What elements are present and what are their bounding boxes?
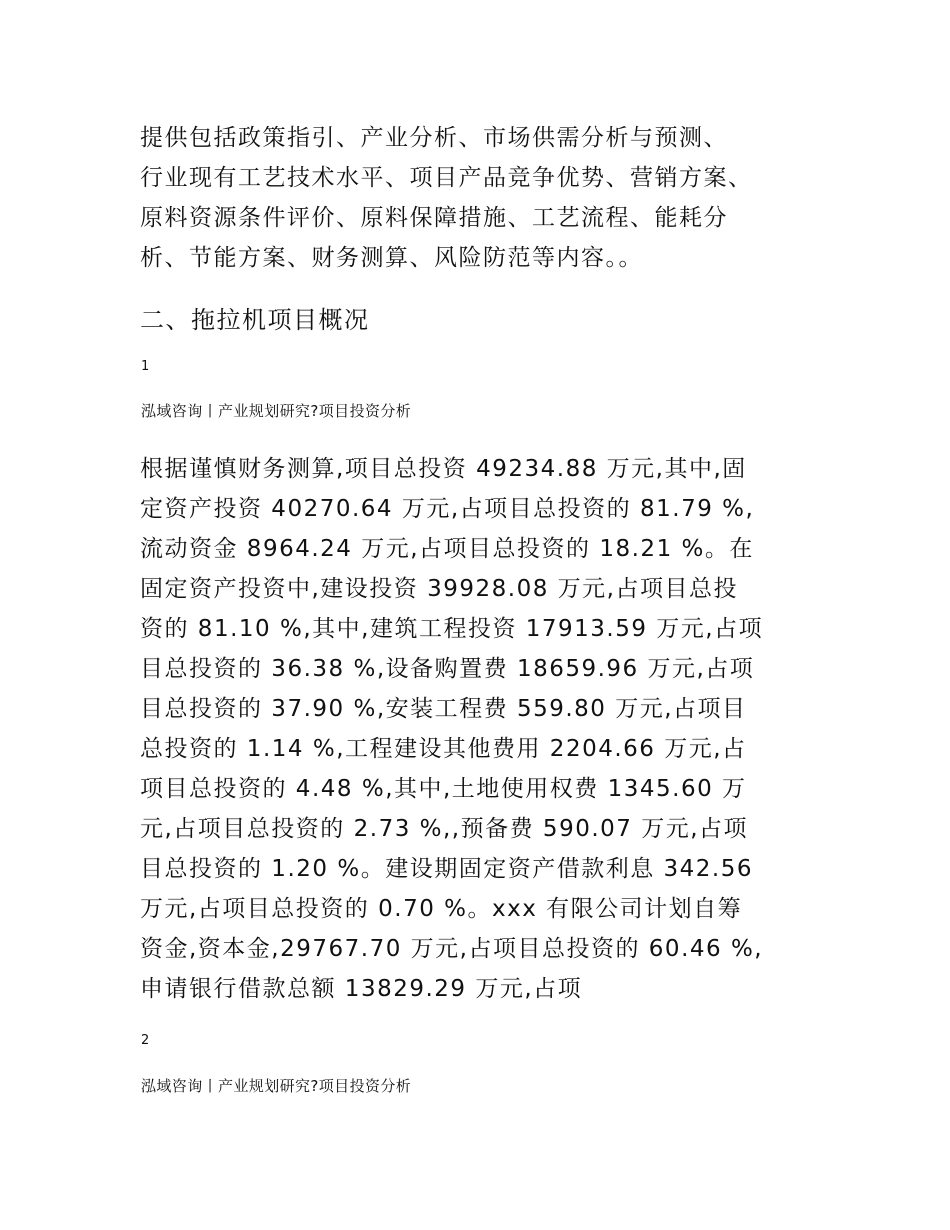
investment-paragraph: [140, 449, 763, 1009]
text-line: 流动资金 8964.24 万元,占项目总投资的 18.21 %。在: [140, 536, 754, 562]
text-line: 目总投资的 36.38 %,设备购置费 18659.96 万元,占项: [140, 656, 755, 682]
text-line: 根据谨慎财务测算,项目总投资 49234.88 万元,其中,固: [140, 456, 747, 482]
text-line: 资金,资本金,29767.70 万元,占项目总投资的 60.46 %,: [140, 936, 764, 962]
running-header: 泓域咨询丨产业规划研究?项目投资分析: [141, 402, 412, 420]
text-line: 目总投资的 1.20 %。建设期固定资产借款利息 342.56: [140, 856, 753, 882]
running-header: 泓域咨询丨产业规划研究?项目投资分析: [141, 1077, 412, 1095]
text-line: 万元,占项目总投资的 0.70 %。xxx 有限公司计划自筹: [140, 896, 743, 922]
text-line: 析、节能方案、财务测算、风险防范等内容。。: [140, 245, 643, 271]
text-line: 项目总投资的 4.48 %,其中,土地使用权费 1345.60 万: [140, 776, 747, 802]
text-line: 定资产投资 40270.64 万元,占项目总投资的 81.79 %,: [140, 496, 755, 522]
page-number: 2: [141, 1033, 150, 1048]
text-line: 总投资的 1.14 %,工程建设其他费用 2204.66 万元,占: [140, 736, 747, 762]
page-number: 1: [141, 359, 150, 374]
text-line: 申请银行借款总额 13829.29 万元,占项: [140, 976, 583, 1002]
text-line: 资的 81.10 %,其中,建筑工程投资 17913.59 万元,占项: [140, 616, 764, 642]
text-line: 固定资产投资中,建设投资 39928.08 万元,占项目总投: [140, 576, 738, 602]
text-line: 行业现有工艺技术水平、项目产品竞争优势、营销方案、: [140, 165, 753, 191]
text-line: 提供包括政策指引、产业分析、市场供需分析与预测、: [140, 125, 728, 151]
text-line: 元,占项目总投资的 2.73 %,,预备费 590.07 万元,占项: [140, 816, 749, 842]
text-line: 原料资源条件评价、原料保障措施、工艺流程、能耗分: [140, 205, 728, 231]
section-heading: 二、拖拉机项目概况: [140, 306, 370, 334]
intro-paragraph: [140, 118, 753, 278]
text-line: 目总投资的 37.90 %,安装工程费 559.80 万元,占项目: [140, 696, 747, 722]
